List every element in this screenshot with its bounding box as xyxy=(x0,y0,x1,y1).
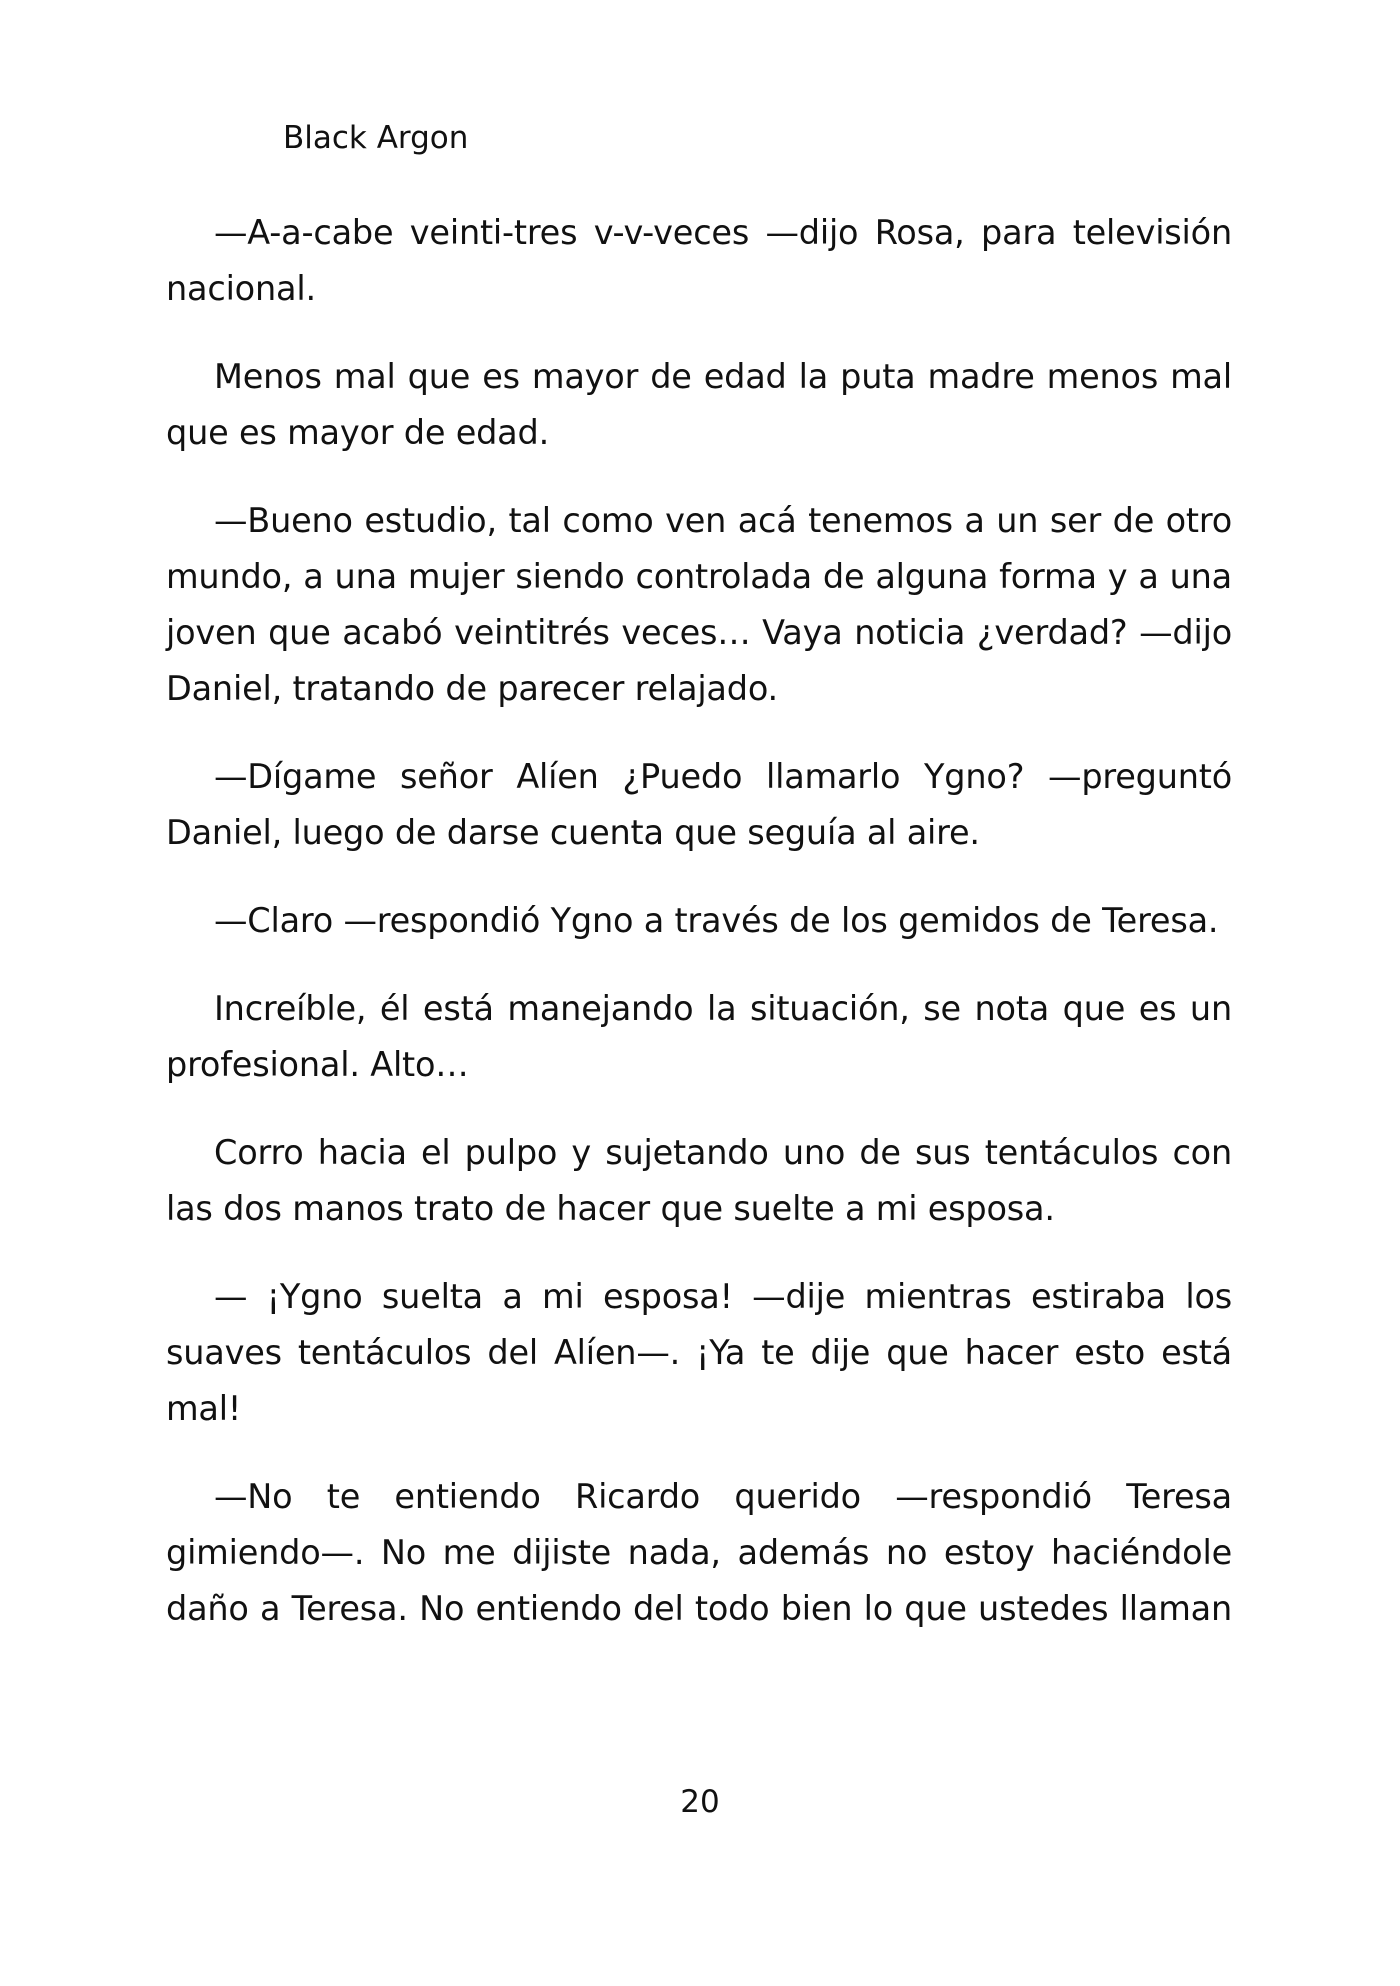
running-header: Black Argon xyxy=(283,120,469,156)
body-text xyxy=(166,205,1232,1637)
paragraph: —A-a-cabe veinti-tres v-v-veces —dijo Rosa, para televisión nacional. xyxy=(166,213,1232,308)
paragraph: —Dígame señor Alíen ¿Puedo llamarlo Ygno? —preguntó Daniel, luego de darse cuenta que seguía al aire. xyxy=(166,757,1232,852)
paragraph: — ¡Ygno suelta a mi esposa! —dije mientras estiraba los suaves tentáculos del Alíen—. ¡Ya te dije que hacer esto está mal! xyxy=(166,1277,1232,1428)
paragraph: —Bueno estudio, tal como ven acá tenemos a un ser de otro mundo, a una mujer siendo controlada de alguna forma y a una joven que acabó veintitrés veces… Vaya noticia ¿verdad? —dijo Daniel, tratando de parecer relajado. xyxy=(166,501,1232,708)
paragraph: Corro hacia el pulpo y sujetando uno de sus tentáculos con las dos manos trato de hacer que suelte a mi esposa. xyxy=(166,1133,1232,1228)
paragraph: Increíble, él está manejando la situación, se nota que es un profesional. Alto… xyxy=(166,989,1232,1084)
paragraph: Menos mal que es mayor de edad la puta madre menos mal que es mayor de edad. xyxy=(166,357,1232,452)
page-number: 20 xyxy=(680,1784,720,1820)
paragraph: —Claro —respondió Ygno a través de los gemidos de Teresa. xyxy=(214,901,1219,940)
paragraph: —No te entiendo Ricardo querido —respondió Teresa gimiendo—. No me dijiste nada, además no estoy haciéndole daño a Teresa. No entiendo del todo bien lo que ustedes llaman xyxy=(166,1477,1232,1628)
